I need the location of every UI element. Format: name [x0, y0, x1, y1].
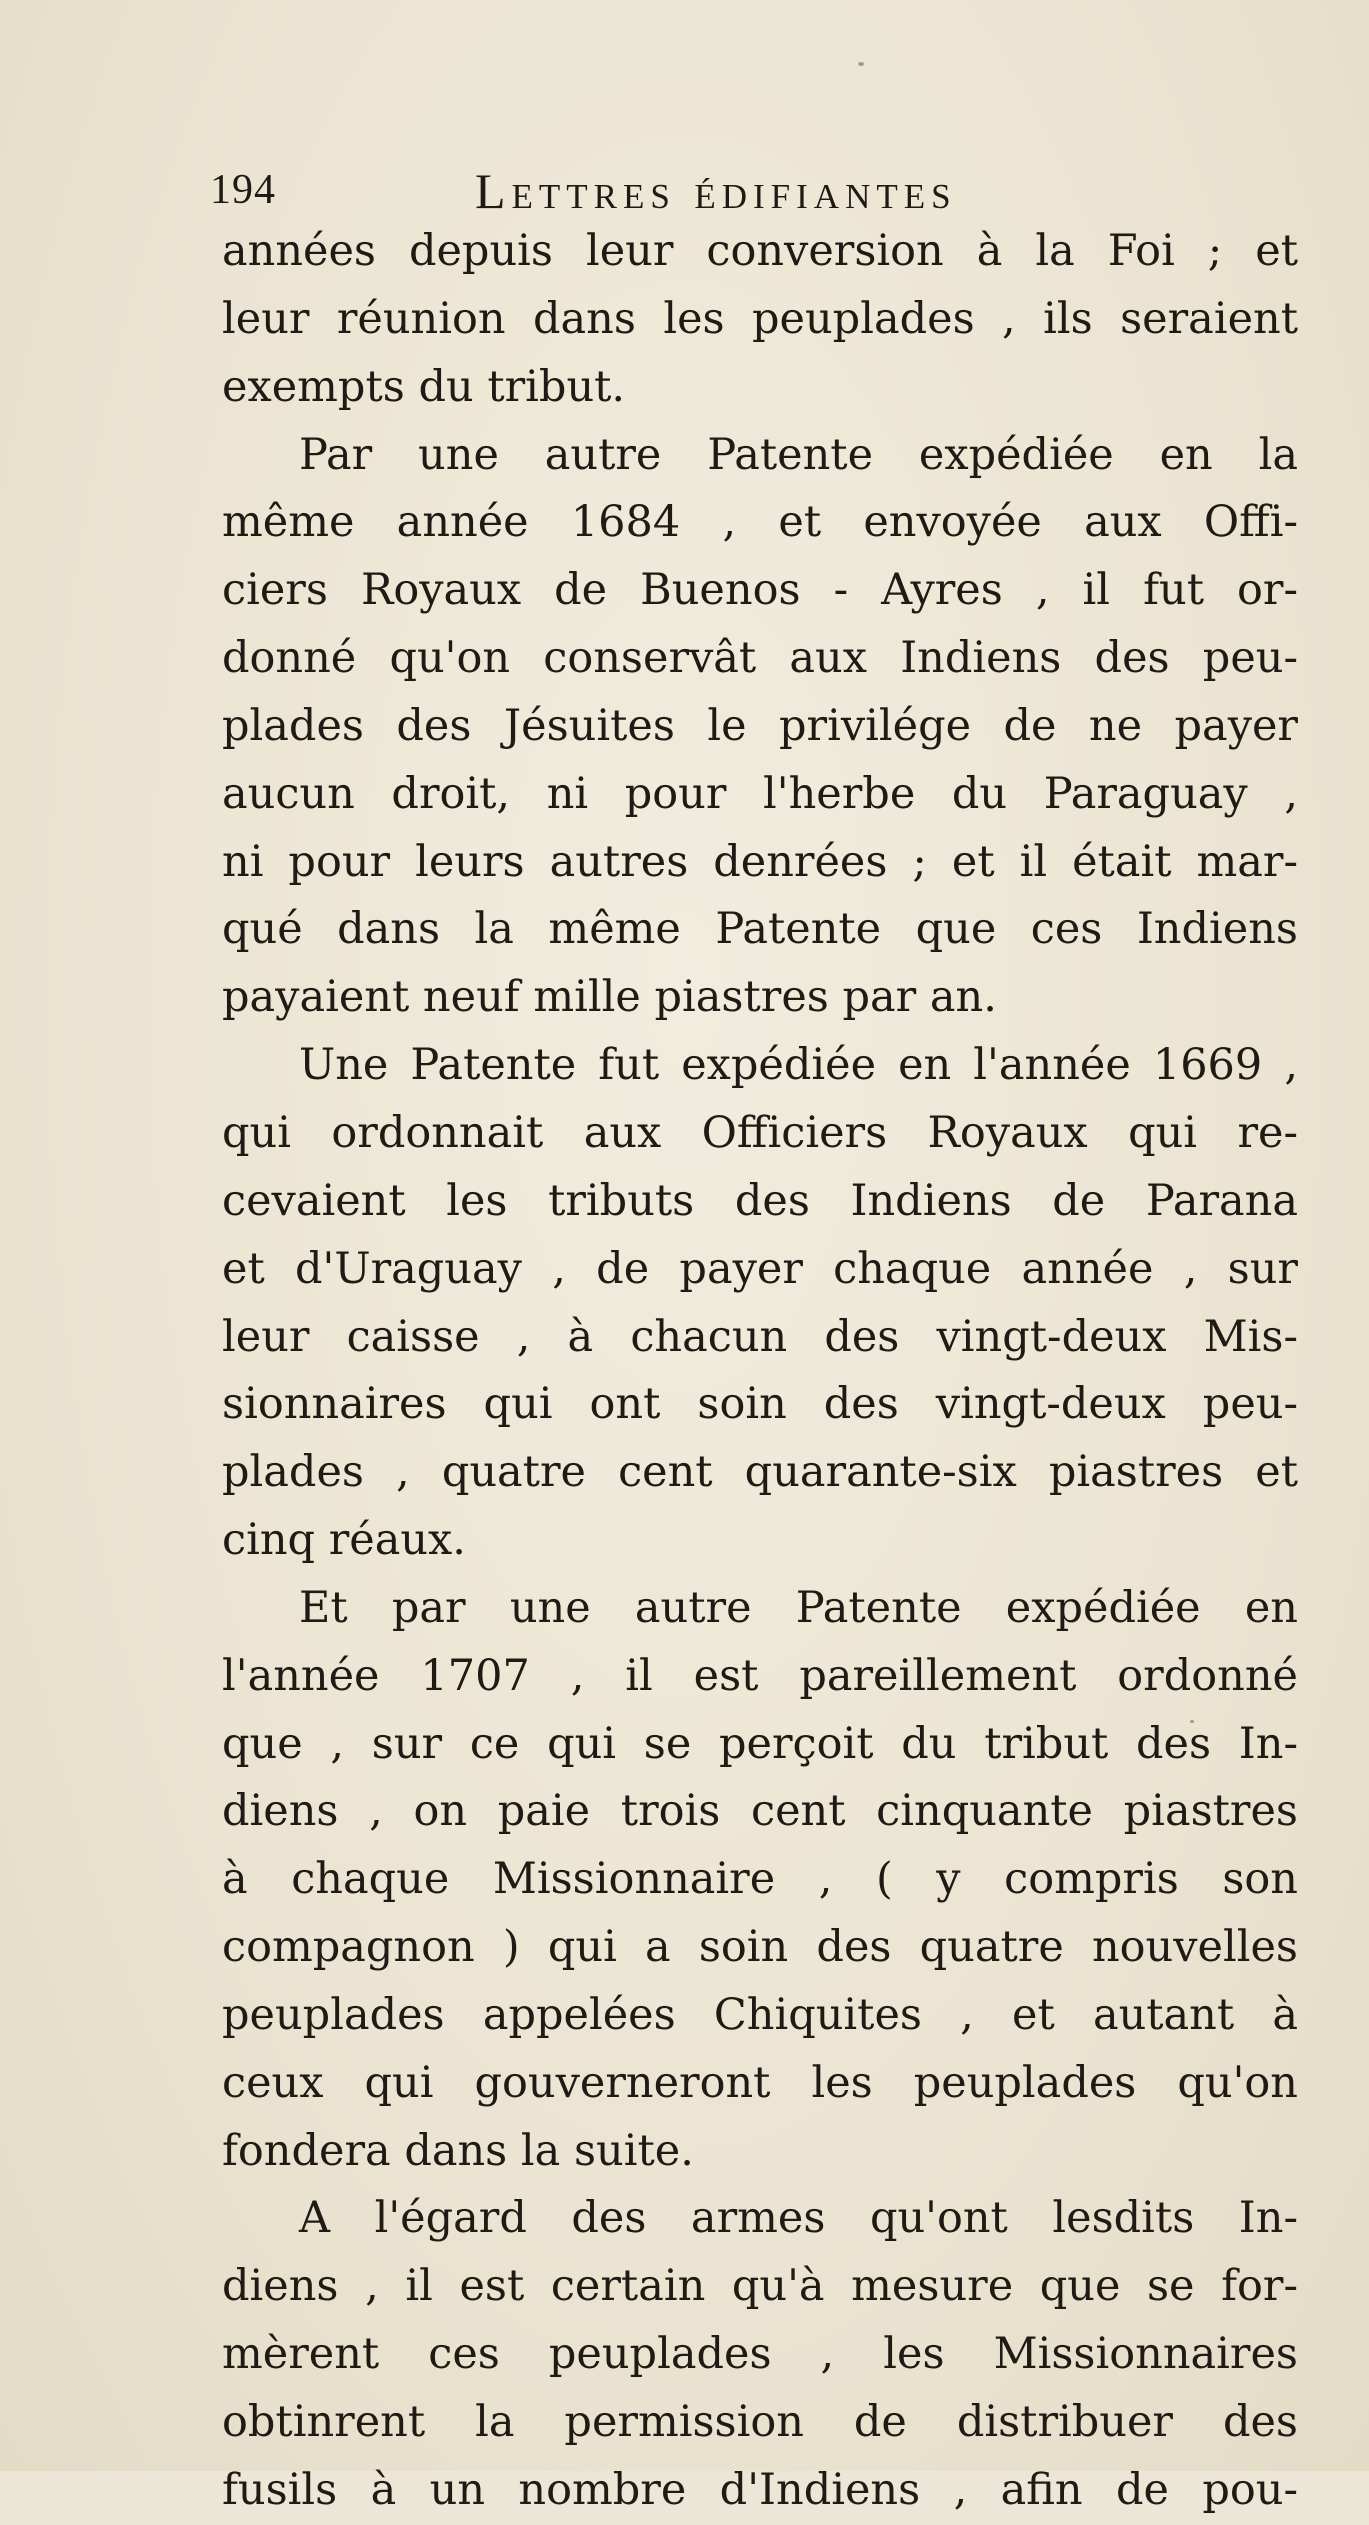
text-line: leur caisse , à chacun des vingt-deux Mis-: [222, 1311, 1298, 1362]
text-line: fusils à un nombre d'Indiens , afin de pou-: [222, 2464, 1298, 2515]
text-line: ni pour leurs autres denrées ; et il était mar-: [222, 836, 1298, 887]
text-line: A l'égard des armes qu'ont lesdits In-: [299, 2193, 1298, 2244]
text-line: que , sur ce qui se perçoit du tribut des In-: [222, 1718, 1298, 1769]
text-line: sionnaires qui ont soin des vingt-deux peu-: [222, 1379, 1298, 1430]
text-line: cevaient les tributs des Indiens de Parana: [222, 1175, 1298, 1226]
text-line: payaient neuf mille piastres par an.: [222, 972, 997, 1023]
text-line: mèrent ces peuplades , les Missionnaires: [222, 2329, 1298, 2380]
text-line: leur réunion dans les peuplades , ils seraient: [222, 293, 1298, 344]
text-line: l'année 1707 , il est pareillement ordonné: [222, 1650, 1298, 1701]
running-head: [210, 162, 1210, 222]
text-line: Par une autre Patente expédiée en la: [299, 429, 1298, 480]
text-line: exempts du tribut.: [222, 361, 626, 412]
text-line: compagnon ) qui a soin des quatre nouvelles: [222, 1922, 1298, 1973]
running-head-title: Lettres édifiantes: [475, 163, 957, 219]
body-text: [222, 218, 1298, 2525]
text-line: ciers Royaux de Buenos - Ayres , il fut or-: [222, 565, 1298, 616]
text-line: peuplades appelées Chiquites , et autant à: [222, 1989, 1298, 2040]
text-line: aucun droit, ni pour l'herbe du Paraguay ,: [222, 768, 1298, 819]
text-line: qui ordonnait aux Officiers Royaux qui re-: [222, 1107, 1298, 1158]
text-line: diens , on paie trois cent cinquante piastres: [222, 1786, 1298, 1837]
text-line: qué dans la même Patente que ces Indiens: [222, 904, 1298, 955]
text-line: années depuis leur conversion à la Foi ; et: [222, 226, 1298, 276]
text-line: même année 1684 , et envoyée aux Offi-: [222, 497, 1298, 548]
text-line: fondera dans la suite.: [222, 2125, 694, 2176]
text-line: obtinrent la permission de distribuer des: [222, 2397, 1298, 2447]
text-line: plades des Jésuites le privilége de ne payer: [222, 700, 1298, 751]
text-line: Et par une autre Patente expédiée en: [299, 1582, 1298, 1633]
text-line: ceux qui gouverneront les peuplades qu'on: [222, 2057, 1298, 2108]
text-line: et d'Uraguay , de payer chaque année , sur: [222, 1243, 1298, 1294]
text-line: à chaque Missionnaire , ( y compris son: [222, 1854, 1298, 1905]
text-line: plades , quatre cent quarante-six piastres et: [222, 1447, 1298, 1498]
page-number: 194: [210, 167, 276, 213]
text-line: diens , il est certain qu'à mesure que se for-: [222, 2261, 1298, 2312]
text-line: Une Patente fut expédiée en l'année 1669 ,: [299, 1040, 1298, 1091]
paper-speck: [858, 62, 864, 66]
text-line: cinq réaux.: [222, 1515, 466, 1566]
text-line: donné qu'on conservât aux Indiens des peu-: [222, 633, 1298, 684]
